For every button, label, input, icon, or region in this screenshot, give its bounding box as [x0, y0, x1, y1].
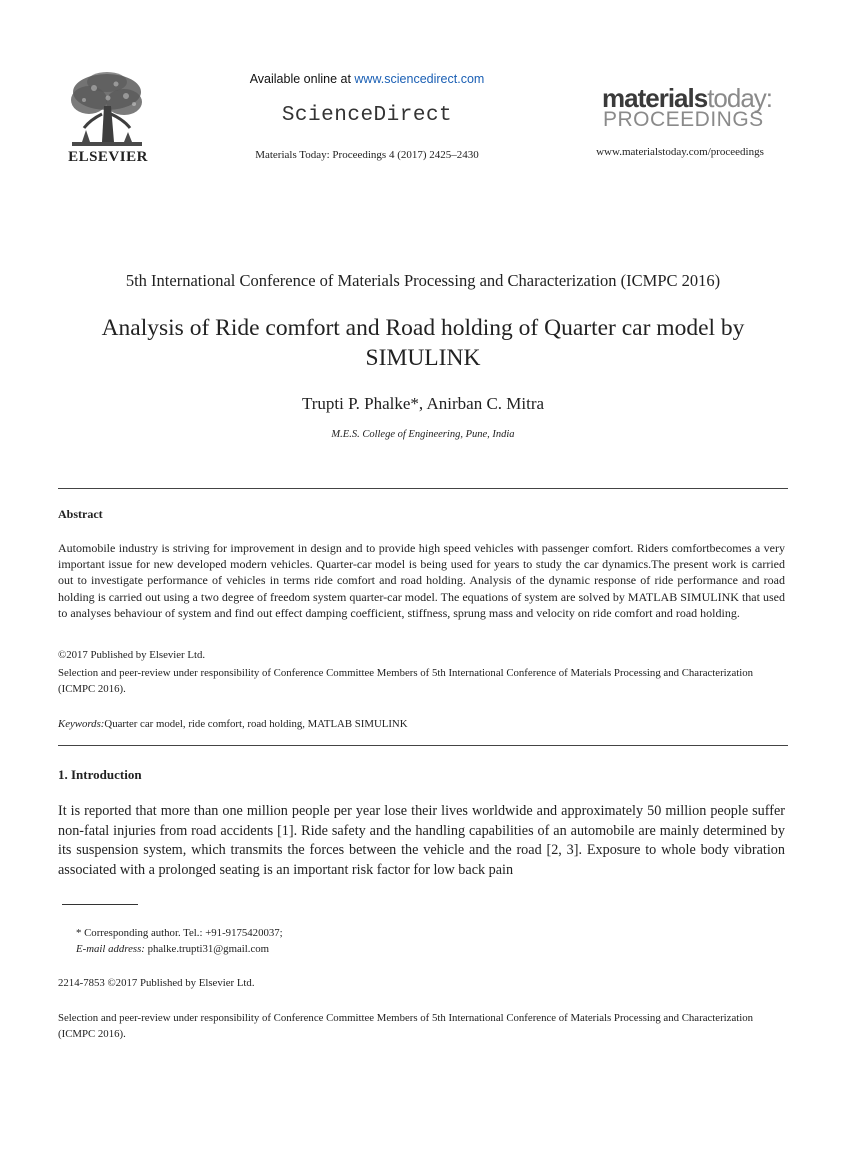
available-prefix: Available online at	[249, 72, 355, 86]
divider-bottom	[58, 745, 788, 746]
email-value[interactable]: phalke.trupti31@gmail.com	[144, 943, 270, 955]
abstract-body: Automobile industry is striving for improvement in design and to provide high speed vehicles with passenger comfort. Riders comfortbecomes a very important issue for new developed modern vehicles. Quarter-car model is being used for years to study the car dynamics.The present work is carried out to investigate performance of vehicles in terms ride comfort and road holding. Analysis of the dynamic response of ride performance and road holding is carried out using a two degree of freedom system quarter-car model. The equations of system are solved by MATLAB SIMULINK that used to analyses behaviour of system and find out effect damping coefficient, stiffness, sprung mass and velocity on ride comfort and road holding.	[58, 541, 785, 620]
footnote-rule	[62, 904, 138, 905]
email-address	[76, 941, 776, 957]
introduction-body: It is reported that more than one million people per year lose their lives worldwide and approximately 50 million people suffer non-fatal injuries from road accidents [1]. Ride safety and the handling capabilities of an automobile are mainly determined by its suspension system, which transmits the forces between the vehicle and the road [2, 3]. Exposure to whole body vibration associated with a prolonged seating is an important risk factor for low back pain	[58, 803, 785, 878]
affiliation: M.E.S. College of Engineering, Pune, India	[331, 429, 515, 440]
conference-name: 5th International Conference of Materials Processing and Characterization (ICMPC 2016)	[125, 271, 721, 290]
journal-reference: Materials Today: Proceedings 4 (2017) 2425–2430	[255, 149, 479, 161]
email-label: E-mail address:	[76, 943, 145, 955]
paper-title	[40, 313, 806, 373]
sciencedirect-link[interactable]: www.sciencedirect.com	[354, 72, 485, 86]
keywords	[58, 716, 786, 732]
available-online	[200, 72, 534, 86]
abstract-published: ©2017 Published by Elsevier Ltd.	[58, 649, 206, 661]
footer-selection: Selection and peer-review under responsibility of Conference Committee Members of 5th International Conference of Materials Processing and Characterization (ICMPC 2016).	[58, 1012, 754, 1040]
abstract-selection: Selection and peer-review under responsibility of Conference Committee Members of 5th International Conference of Materials Processing and Characterization (ICMPC 2016).	[58, 667, 754, 695]
sciencedirect-title: ScienceDirect	[281, 104, 453, 127]
title-line-1: Analysis of Ride comfort and Road holding of Quarter car model by	[101, 315, 745, 341]
title-line-2: SIMULINK	[365, 345, 481, 371]
mt-logo-proceedings: PROCEEDINGS	[603, 108, 764, 131]
materials-today-logo: materialstoday: PROCEEDINGS	[602, 86, 782, 130]
introduction-heading: 1. Introduction	[58, 767, 142, 782]
issn-line: 2214-7853 ©2017 Published by Elsevier Ltd.	[58, 977, 255, 989]
elsevier-wordmark: ELSEVIER	[68, 149, 148, 165]
authors: Trupti P. Phalke*, Anirban C. Mitra	[301, 394, 545, 413]
keywords-list: Quarter car model, ride comfort, road holding, MATLAB SIMULINK	[104, 718, 408, 730]
abstract-heading: Abstract	[58, 507, 103, 521]
keywords-label: Keywords:	[58, 718, 105, 730]
divider-top	[58, 488, 788, 489]
mt-logo-today: today	[707, 83, 766, 113]
corresponding-author: * Corresponding author. Tel.: +91-9175420037;	[76, 927, 283, 939]
materials-today-url: www.materialstoday.com/proceedings	[596, 146, 764, 158]
mt-logo-materials: materials	[602, 83, 708, 113]
